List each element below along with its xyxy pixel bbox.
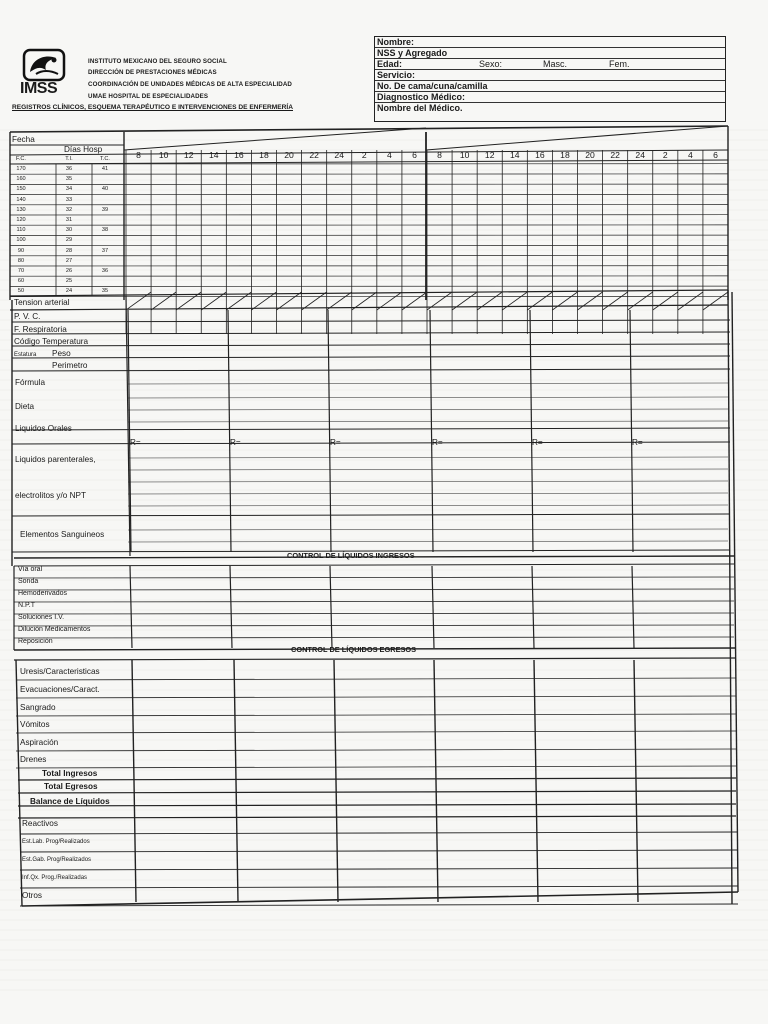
hour-label: 22: [309, 150, 319, 160]
fc-scale-value: 70: [17, 268, 25, 274]
form-title: REGISTROS CLÍNICOS, ESQUEMA TERAPÉUTICO E INTERVENCIONES DE ENFERMERÍA: [12, 104, 293, 111]
fecha-label: Fecha: [12, 135, 35, 144]
ti-scale-value: 28: [65, 247, 73, 254]
ti-scale-value: 25: [65, 278, 73, 285]
r-label: R=: [632, 438, 643, 447]
fc-scale-value: 160: [16, 176, 26, 183]
total-ingresos-label: Total Ingresos: [42, 769, 98, 778]
balance-label: Balance de Líquidos: [30, 797, 110, 806]
hour-label: 20: [284, 150, 294, 160]
hour-label: 4: [687, 150, 693, 160]
ingresos-title: CONTROL DE LÍQUIDOS INGRESOS: [287, 551, 415, 560]
coordination-line: COORDINACIÓN DE UNIDADES MÉDICAS DE ALTA ESPECIALIDAD: [88, 81, 292, 88]
fc-scale-value: 130: [16, 206, 26, 213]
tc-col-label: T.C.: [100, 156, 110, 162]
ti-scale-value: 31: [65, 217, 73, 223]
hour-label: 20: [585, 150, 595, 160]
ti-scale-value: 34: [65, 186, 73, 193]
masc-option[interactable]: Masc.: [543, 59, 568, 69]
servicio-label: Servicio:: [377, 70, 416, 80]
direction-line: DIRECCIÓN DE PRESTACIONES MÉDICAS: [88, 69, 217, 76]
sexo-label: Sexo:: [479, 59, 503, 69]
egreso-item: Drenes: [20, 755, 47, 764]
ti-scale-value: 29: [65, 237, 73, 244]
electrolitos-label: electrolitos y/o NPT: [15, 491, 86, 500]
hour-label: 12: [183, 150, 194, 160]
pvc-label: P. V. C.: [14, 312, 41, 321]
ti-scale-value: 27: [65, 257, 73, 264]
medico-label: Nombre del Médico.: [377, 103, 463, 113]
edad-label: Edad:: [377, 59, 403, 69]
fc-scale-value: 120: [16, 217, 26, 223]
nombre-label: Nombre:: [377, 37, 415, 47]
hour-label: 18: [560, 150, 570, 160]
ti-scale-value: 35: [65, 176, 73, 183]
tc-scale-value: 39: [101, 206, 109, 213]
estatura-label: Estatura: [14, 352, 37, 358]
ingreso-item: Dilución Medicamentos: [18, 626, 91, 633]
hour-label: 8: [437, 150, 442, 160]
ingreso-item: Soluciones I.V.: [18, 614, 65, 621]
hour-label: 16: [234, 150, 244, 160]
ti-scale-value: 26: [65, 268, 73, 274]
hour-label: 6: [412, 150, 417, 160]
fc-scale-value: 150: [16, 186, 26, 193]
elementos-label: Elementos Sanguineos: [20, 530, 105, 539]
fc-scale-value: 100: [16, 237, 26, 244]
fc-scale-value: 90: [17, 247, 25, 254]
codigo-temp-label: Código Temperatura: [14, 337, 89, 346]
liquidos-orales-label: Liquidos Orales: [15, 424, 72, 433]
hour-label: 2: [361, 150, 367, 160]
hour-label: 16: [535, 150, 545, 160]
hour-label: 6: [713, 150, 718, 160]
fc-scale-value: 110: [16, 227, 26, 234]
hour-label: 24: [334, 150, 344, 160]
formula-label: Fórmula: [15, 378, 46, 387]
ingreso-item: N.P.T: [18, 602, 35, 609]
fc-scale-value: 50: [17, 288, 25, 295]
ti-scale-value: 24: [65, 288, 73, 295]
ti-scale-value: 30: [65, 227, 73, 234]
hour-label: 18: [259, 150, 269, 160]
ti-scale-value: 36: [65, 166, 73, 172]
fc-scale-value: 170: [16, 166, 26, 172]
fc-scale-value: 140: [16, 196, 26, 203]
logo-text: IMSS: [20, 80, 58, 97]
r-label: R=: [230, 438, 241, 447]
hour-label: 8: [136, 150, 141, 160]
est-lab-label: Est.Lab. Prog/Realizados: [22, 839, 90, 845]
hour-label: 22: [610, 150, 620, 160]
nss-label: NSS y Agregado: [377, 48, 448, 58]
total-egresos-label: Total Egresos: [44, 782, 98, 791]
tc-scale-value: 40: [101, 186, 109, 193]
perimetro-label: Perimetro: [52, 361, 88, 370]
r-label: R=: [432, 438, 443, 447]
ingreso-item: Sonda: [18, 578, 39, 585]
tc-scale-value: 35: [101, 288, 109, 295]
fem-option[interactable]: Fem.: [609, 59, 630, 69]
hour-label: 14: [510, 150, 520, 160]
ingreso-item: Vía oral: [18, 566, 43, 573]
egresos-title: CONTROL DE LÍQUIDOS EGRESOS: [291, 645, 417, 654]
tc-scale-value: 38: [101, 227, 109, 234]
hour-label: 24: [635, 150, 645, 160]
hour-label: 14: [209, 150, 219, 160]
institution-line: INSTITUTO MEXICANO DEL SEGURO SOCIAL: [88, 58, 227, 65]
fc-scale-value: 60: [17, 278, 25, 285]
ti-scale-value: 32: [65, 206, 73, 213]
r-label: R=: [130, 438, 141, 447]
dieta-label: Dieta: [15, 402, 35, 411]
ti-col-label: T.I.: [65, 156, 73, 162]
umae-line: UMAE HOSPITAL DE ESPECIALIDADES: [88, 93, 209, 100]
reactivos-label: Reactivos: [22, 819, 58, 828]
ingreso-item: Reposición: [18, 638, 53, 645]
hour-label: 12: [484, 150, 495, 160]
egreso-item: Vómitos: [20, 720, 50, 729]
fc-scale-value: 80: [17, 257, 25, 264]
diagnostico-label: Diagnostico Médico:: [377, 92, 466, 102]
r-label: R=: [330, 438, 341, 447]
dias-hosp-label: Días Hosp: [64, 145, 103, 154]
hour-label: 10: [459, 150, 470, 160]
cama-label: No. De cama/cuna/camilla: [377, 81, 488, 91]
tc-scale-value: 41: [101, 166, 109, 172]
fc-col-label: F.C.: [16, 156, 26, 162]
tension-label: Tension arterial: [14, 298, 70, 307]
egreso-item: Sangrado: [20, 703, 56, 712]
frespiratoria-label: F. Respiratoria: [14, 325, 67, 334]
tc-scale-value: 36: [101, 268, 109, 274]
inf-qx-label: Inf.Qx. Prog./Realizadas: [22, 875, 88, 881]
liquidos-parenterales-label: Liquidos parenterales,: [15, 455, 96, 464]
egreso-item: Aspiración: [20, 738, 59, 747]
hour-label: 4: [386, 150, 392, 160]
r-label: R=: [532, 438, 543, 447]
ingreso-item: Hemoderivados: [18, 590, 68, 597]
egreso-item: Evacuaciones/Caract.: [20, 685, 100, 694]
otros-label: Otros: [22, 891, 43, 900]
tc-scale-value: 37: [101, 247, 109, 254]
est-gab-label: Est.Gab. Prog/Realizados: [22, 857, 92, 863]
egreso-item: Uresis/Caracteristicas: [20, 667, 100, 676]
hour-label: 2: [662, 150, 668, 160]
ti-scale-value: 33: [65, 196, 73, 203]
hour-label: 10: [158, 150, 169, 160]
peso-label: Peso: [52, 349, 71, 358]
